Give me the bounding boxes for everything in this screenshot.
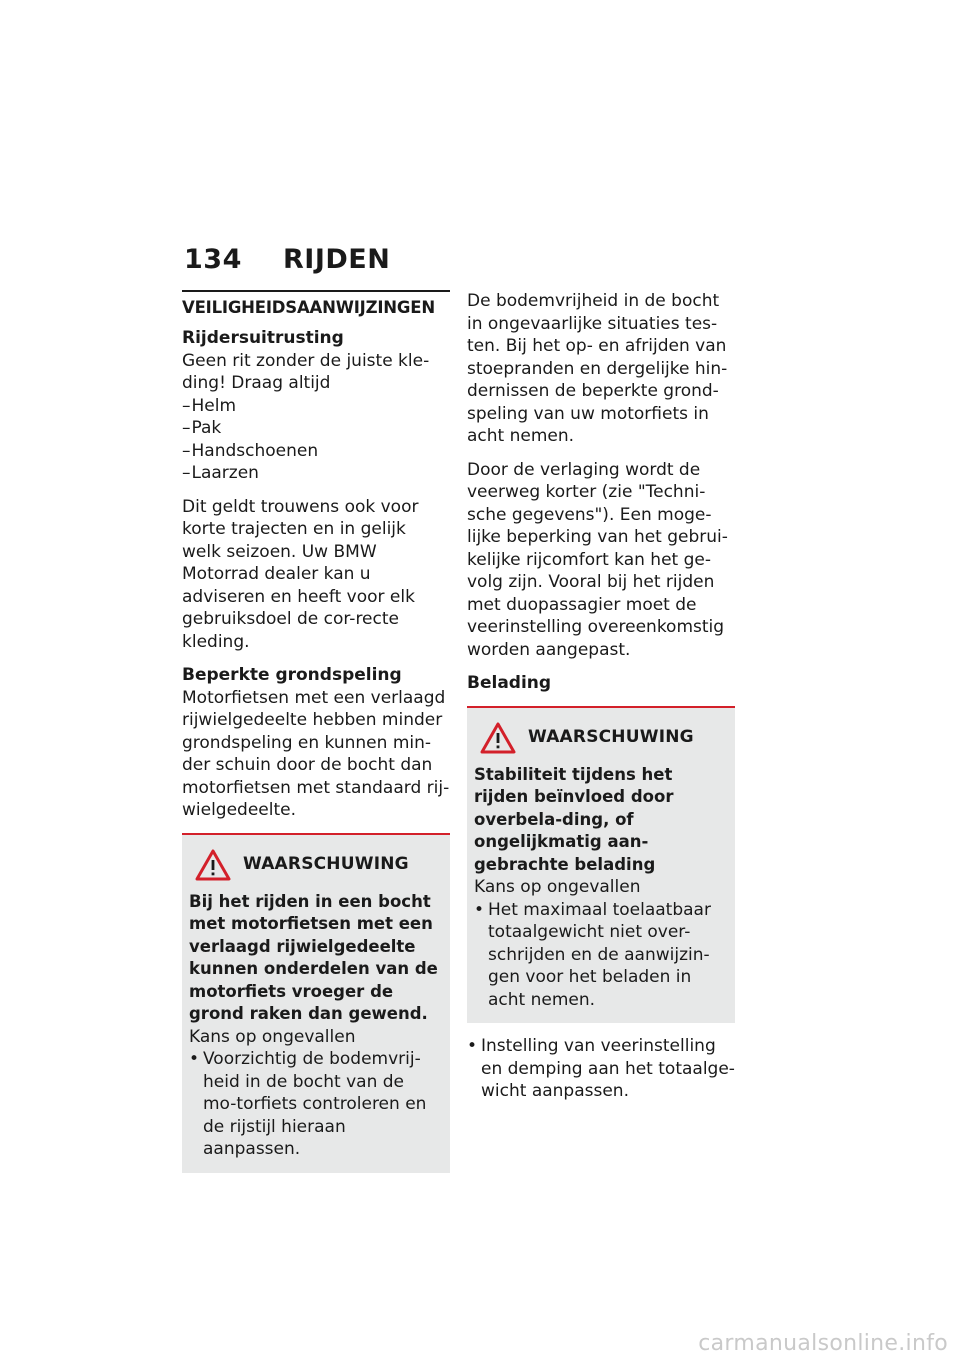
warning-bullets (189, 1048, 442, 1161)
warning-triangle-icon (195, 849, 231, 881)
page-header (184, 244, 390, 275)
list-item: – Pak (182, 417, 450, 440)
list-item: • Voorzichtig de bodemvrij-heid in de bocht van de mo-torfiets controleren en de rijstijl hieraan aanpassen. (189, 1048, 442, 1161)
chapter-title: RIJDEN (283, 244, 391, 275)
warning-box (182, 833, 450, 1173)
loading-bullets (467, 1035, 735, 1103)
warning-header (189, 849, 442, 881)
section-title: VEILIGHEIDSAANWIJZINGEN (182, 290, 450, 319)
warning-label: WAARSCHUWING (528, 727, 694, 748)
warning-triangle-icon (480, 722, 516, 754)
list-item: – Laarzen (182, 462, 450, 485)
warning-label: WAARSCHUWING (243, 854, 409, 875)
clearance-test-paragraph: De bodemvrijheid in de bocht in ongevaarlijke situaties tes-ten. Bij het op- en afrijden van stoepranden en dergelijke hin-dernissen de beperkte grond-speling van uw motorfiets in acht nemen. (467, 291, 728, 446)
warning-header (474, 722, 727, 754)
list-item: – Handschoenen (182, 440, 450, 463)
watermark: carmanualsonline.info (698, 1331, 948, 1356)
gear-paragraph: Dit geldt trouwens ook voor korte trajecten en in gelijk welk seizoen. Uw BMW Motorrad dealer kan u adviseren en heeft voor elk gebruiksdoel de cor-recte kleding. (182, 496, 419, 652)
loading-heading: Belading (467, 673, 552, 693)
warning-box (467, 706, 735, 1024)
warning-bullets (474, 899, 727, 1012)
list-item: • Het maximaal toelaatbaar totaalgewicht niet over-schrijden en de aanwijzin-gen voor het beladen in acht nemen. (474, 899, 727, 1012)
gear-intro: Geen rit zonder de juiste kle-ding! Draag altijd (182, 350, 430, 393)
warning-risk: Kans op ongevallen (189, 1026, 356, 1047)
list-item: – Helm (182, 395, 450, 418)
suspension-paragraph: Door de verlaging wordt de veerweg korter (zie "Techni-sche gegevens"). Een moge-lijke beperking van het gebrui-kelijke rijcomfort kan het ge-volg zijn. Vooral bij het rijden met duopassagier moet de veerinstelling overeenkomstig worden aangepast. (467, 459, 728, 660)
warning-statement: Bij het rijden in een bocht met motorfietsen met een verlaagd rijwielgedeelte kunnen onderdelen van de motorfiets vroeger de grond raken dan gewend. (189, 891, 438, 1023)
clearance-heading: Beperkte grondspeling (182, 665, 402, 685)
gear-heading: Rijdersuitrusting (182, 328, 344, 348)
left-column (182, 290, 450, 1185)
list-item: • Instelling van veerinstelling en demping aan het totaalge-wicht aanpassen. (467, 1035, 735, 1103)
page-number: 134 (184, 244, 242, 275)
warning-risk: Kans op ongevallen (474, 877, 641, 897)
clearance-paragraph: Motorfietsen met een verlaagd rijwielgedeelte hebben minder grondspeling en kunnen min-der schuin door de bocht dan motorfietsen met standaard rij-wielgedeelte. (182, 687, 450, 820)
gear-list (182, 395, 450, 485)
right-column (467, 290, 735, 1114)
warning-statement: Stabiliteit tijdens het rijden beïnvloed door overbela-ding, of ongelijkmatig aan-gebrachte belading (474, 764, 674, 874)
